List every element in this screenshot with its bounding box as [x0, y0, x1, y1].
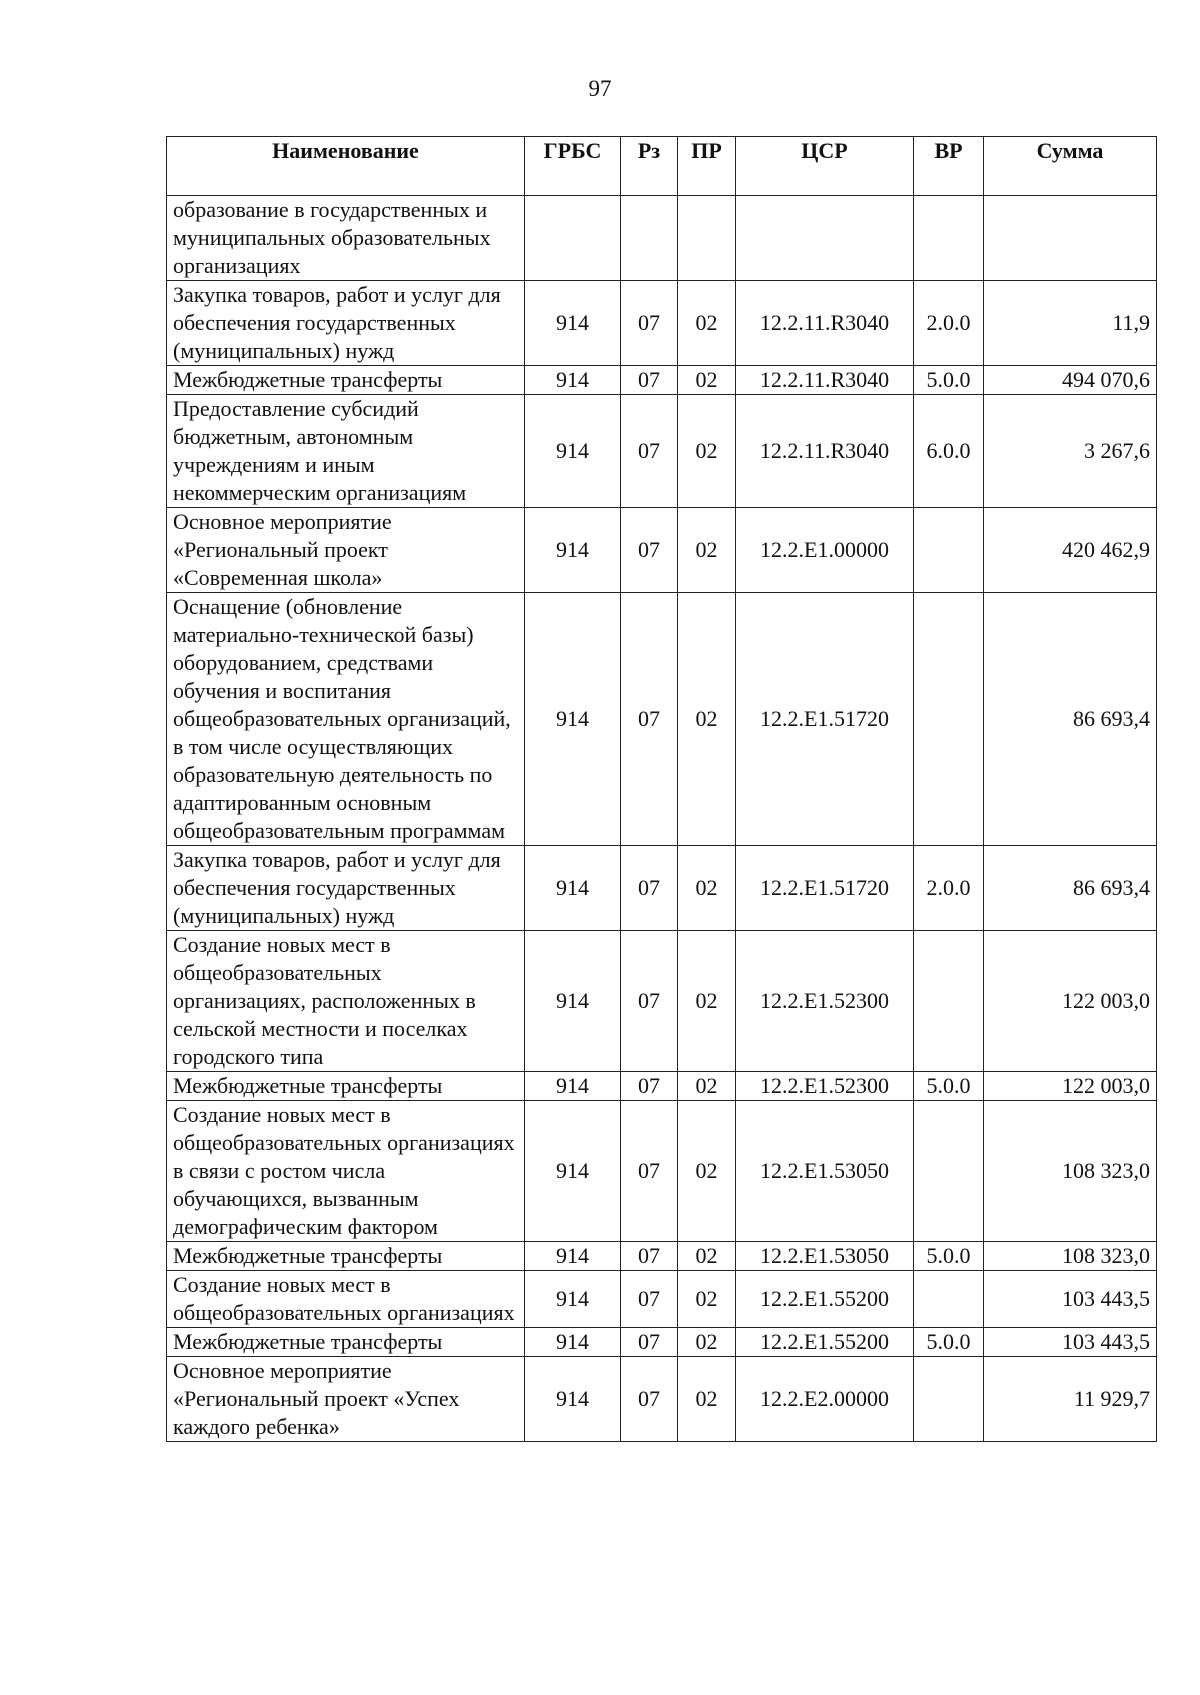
cell-name: Закупка товаров, работ и услуг для обеспечения государственных (муниципальных) нужд: [167, 281, 525, 366]
cell-rz: 07: [621, 1101, 678, 1242]
cell-grbs: 914: [525, 366, 621, 395]
cell-grbs: 914: [525, 1328, 621, 1357]
cell-name: Предоставление субсидий бюджетным, автономным учреждениям и иным некоммерческим организациям: [167, 395, 525, 508]
cell-csr: 12.2.11.R3040: [736, 281, 914, 366]
cell-csr: 12.2.11.R3040: [736, 395, 914, 508]
cell-csr: [736, 196, 914, 281]
cell-name: Межбюджетные трансферты: [167, 366, 525, 395]
header-csr: ЦСР: [736, 137, 914, 196]
cell-sum: 86 693,4: [984, 846, 1157, 931]
table-row: [167, 508, 1157, 593]
cell-sum: 11,9: [984, 281, 1157, 366]
cell-sum: 11 929,7: [984, 1357, 1157, 1442]
cell-grbs: 914: [525, 931, 621, 1072]
cell-name: Основное мероприятие «Региональный проект «Успех каждого ребенка»: [167, 1357, 525, 1442]
cell-rz: 07: [621, 281, 678, 366]
cell-rz: 07: [621, 593, 678, 846]
cell-pr: 02: [678, 366, 736, 395]
cell-vr: [914, 1101, 984, 1242]
cell-sum: 86 693,4: [984, 593, 1157, 846]
cell-grbs: [525, 196, 621, 281]
cell-rz: 07: [621, 931, 678, 1072]
cell-grbs: 914: [525, 1357, 621, 1442]
cell-pr: 02: [678, 508, 736, 593]
header-rz: Рз: [621, 137, 678, 196]
cell-csr: 12.2.E1.55200: [736, 1328, 914, 1357]
cell-name: Межбюджетные трансферты: [167, 1328, 525, 1357]
cell-rz: 07: [621, 1271, 678, 1328]
table-row: [167, 196, 1157, 281]
cell-csr: 12.2.E1.53050: [736, 1242, 914, 1271]
cell-pr: 02: [678, 395, 736, 508]
cell-sum: 122 003,0: [984, 1072, 1157, 1101]
cell-name: Создание новых мест в общеобразовательных организациях, расположенных в сельской местности и поселках городского типа: [167, 931, 525, 1072]
table-row: [167, 1242, 1157, 1271]
cell-rz: 07: [621, 1072, 678, 1101]
cell-vr: [914, 1357, 984, 1442]
cell-csr: 12.2.E1.53050: [736, 1101, 914, 1242]
cell-sum: 3 267,6: [984, 395, 1157, 508]
cell-rz: 07: [621, 508, 678, 593]
cell-pr: 02: [678, 1072, 736, 1101]
cell-name: образование в государственных и муниципальных образовательных организациях: [167, 196, 525, 281]
cell-rz: 07: [621, 1328, 678, 1357]
cell-vr: 5.0.0: [914, 1072, 984, 1101]
table-row: [167, 1072, 1157, 1101]
cell-csr: 12.2.E2.00000: [736, 1357, 914, 1442]
cell-grbs: 914: [525, 1271, 621, 1328]
cell-csr: 12.2.E1.51720: [736, 593, 914, 846]
cell-rz: 07: [621, 1357, 678, 1442]
cell-grbs: 914: [525, 395, 621, 508]
cell-sum: 108 323,0: [984, 1242, 1157, 1271]
table-row: [167, 1271, 1157, 1328]
cell-vr: [914, 508, 984, 593]
cell-name: Создание новых мест в общеобразовательных организациях: [167, 1271, 525, 1328]
cell-vr: 2.0.0: [914, 846, 984, 931]
cell-pr: [678, 196, 736, 281]
header-sum: Сумма: [984, 137, 1157, 196]
cell-grbs: 914: [525, 1101, 621, 1242]
cell-pr: 02: [678, 1101, 736, 1242]
cell-csr: 12.2.E1.51720: [736, 846, 914, 931]
cell-pr: 02: [678, 931, 736, 1072]
cell-pr: 02: [678, 1357, 736, 1442]
table-header-row: [167, 137, 1157, 196]
table-row: [167, 366, 1157, 395]
cell-pr: 02: [678, 593, 736, 846]
cell-vr: [914, 1271, 984, 1328]
cell-vr: [914, 931, 984, 1072]
cell-csr: 12.2.11.R3040: [736, 366, 914, 395]
cell-vr: 5.0.0: [914, 366, 984, 395]
cell-sum: 494 070,6: [984, 366, 1157, 395]
table-row: [167, 846, 1157, 931]
cell-grbs: 914: [525, 281, 621, 366]
table-row: [167, 593, 1157, 846]
cell-vr: 6.0.0: [914, 395, 984, 508]
cell-grbs: 914: [525, 508, 621, 593]
cell-sum: 103 443,5: [984, 1271, 1157, 1328]
header-vr: ВР: [914, 137, 984, 196]
table-row: [167, 395, 1157, 508]
cell-csr: 12.2.E1.52300: [736, 931, 914, 1072]
cell-rz: 07: [621, 846, 678, 931]
budget-table: [166, 136, 1157, 1442]
cell-csr: 12.2.E1.00000: [736, 508, 914, 593]
table-row: [167, 1357, 1157, 1442]
cell-csr: 12.2.E1.55200: [736, 1271, 914, 1328]
cell-vr: 5.0.0: [914, 1328, 984, 1357]
cell-name: Оснащение (обновление материально-технической базы) оборудованием, средствами обучения и воспитания общеобразовательных организаций, в том числе осуществляющих образовательную деятельность по адаптированным основным общеобразовательным программам: [167, 593, 525, 846]
cell-vr: 5.0.0: [914, 1242, 984, 1271]
cell-rz: 07: [621, 395, 678, 508]
cell-pr: 02: [678, 281, 736, 366]
cell-sum: 103 443,5: [984, 1328, 1157, 1357]
cell-name: Закупка товаров, работ и услуг для обеспечения государственных (муниципальных) нужд: [167, 846, 525, 931]
cell-grbs: 914: [525, 1242, 621, 1271]
cell-grbs: 914: [525, 846, 621, 931]
header-name: Наименование: [167, 137, 525, 196]
cell-rz: 07: [621, 1242, 678, 1271]
cell-sum: 122 003,0: [984, 931, 1157, 1072]
page-number: 97: [588, 76, 612, 101]
table-row: [167, 1328, 1157, 1357]
table-row: [167, 1101, 1157, 1242]
cell-csr: 12.2.E1.52300: [736, 1072, 914, 1101]
cell-grbs: 914: [525, 593, 621, 846]
header-pr: ПР: [678, 137, 736, 196]
table-row: [167, 281, 1157, 366]
cell-name: Создание новых мест в общеобразовательных организациях в связи с ростом числа обучающихся, вызванным демографическим фактором: [167, 1101, 525, 1242]
cell-vr: [914, 593, 984, 846]
table-row: [167, 931, 1157, 1072]
table-body: [167, 196, 1157, 1442]
cell-rz: [621, 196, 678, 281]
cell-pr: 02: [678, 846, 736, 931]
header-grbs: ГРБС: [525, 137, 621, 196]
cell-name: Основное мероприятие «Региональный проект «Современная школа»: [167, 508, 525, 593]
cell-sum: 420 462,9: [984, 508, 1157, 593]
cell-grbs: 914: [525, 1072, 621, 1101]
cell-rz: 07: [621, 366, 678, 395]
cell-sum: 108 323,0: [984, 1101, 1157, 1242]
cell-sum: [984, 196, 1157, 281]
cell-vr: 2.0.0: [914, 281, 984, 366]
cell-name: Межбюджетные трансферты: [167, 1072, 525, 1101]
cell-pr: 02: [678, 1242, 736, 1271]
cell-pr: 02: [678, 1328, 736, 1357]
cell-pr: 02: [678, 1271, 736, 1328]
cell-vr: [914, 196, 984, 281]
cell-name: Межбюджетные трансферты: [167, 1242, 525, 1271]
